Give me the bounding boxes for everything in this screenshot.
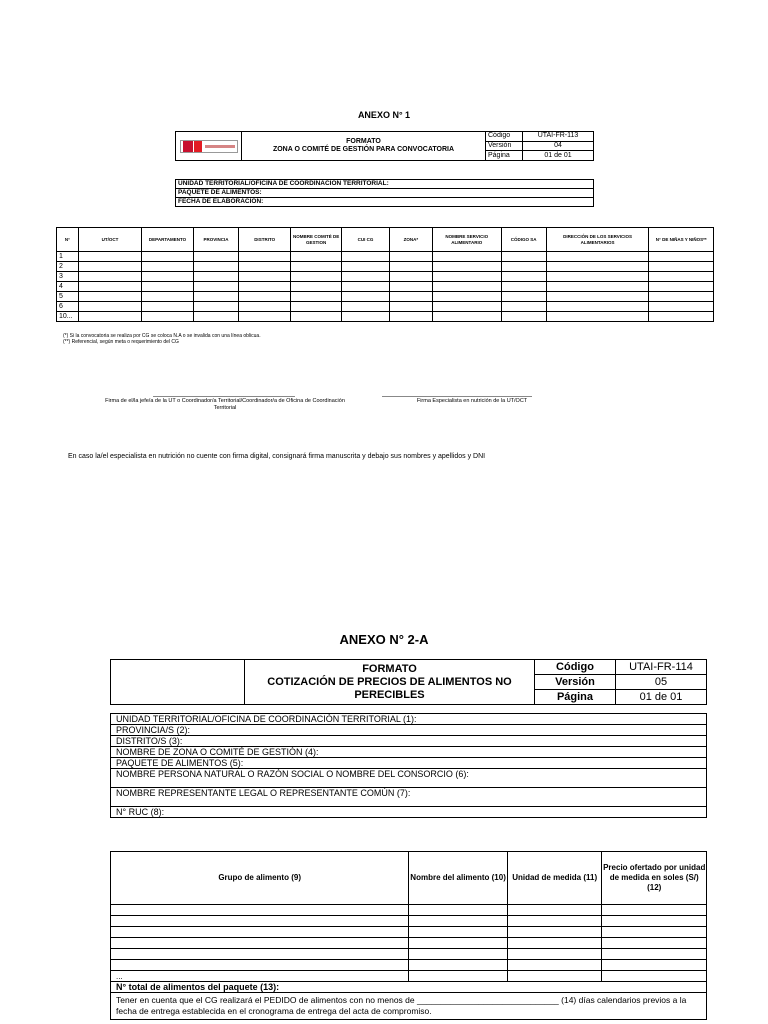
signature-label-right: Firma Especialista en nutrición de la UT/OCT <box>416 398 528 404</box>
table-cell[interactable] <box>501 272 546 282</box>
table-cell[interactable] <box>291 252 342 262</box>
row-number: 6 <box>57 302 79 312</box>
col-food-group: Grupo de alimento (9) <box>111 852 409 905</box>
code-value: UTAI-FR-113 <box>523 132 594 142</box>
total-row <box>111 982 707 993</box>
table-row <box>57 252 714 262</box>
table-cell[interactable] <box>389 312 432 322</box>
table-cell[interactable] <box>602 916 707 927</box>
table-cell[interactable] <box>193 272 238 282</box>
table-cell[interactable] <box>111 927 409 938</box>
col-department: DEPARTAMENTO <box>142 228 194 252</box>
table-cell[interactable] <box>239 312 291 322</box>
table-cell[interactable] <box>111 949 409 960</box>
version-label: Versión <box>535 675 616 690</box>
annex2-price-table <box>110 851 707 1020</box>
table-cell[interactable] <box>193 262 238 272</box>
page-label: Página <box>486 151 523 161</box>
table-cell[interactable] <box>239 262 291 272</box>
table-cell[interactable] <box>546 282 649 292</box>
info-field-supplier-name[interactable]: NOMBRE PERSONA NATURAL O RAZÓN SOCIAL O NOMBRE DEL CONSORCIO (6): <box>111 769 707 788</box>
total-foods-label: N° total de alimentos del paquete (13): <box>111 982 707 993</box>
table-cell[interactable] <box>193 292 238 302</box>
signature-line-right <box>382 396 532 397</box>
table-cell[interactable] <box>193 282 238 292</box>
table-cell[interactable] <box>78 262 141 272</box>
table-cell[interactable] <box>111 916 409 927</box>
table-cell[interactable] <box>432 292 501 302</box>
table-header-row <box>111 852 707 905</box>
table-cell[interactable] <box>409 938 508 949</box>
table-cell[interactable] <box>507 927 602 938</box>
table-cell[interactable] <box>649 302 714 312</box>
table-cell[interactable] <box>501 302 546 312</box>
page-value: 01 de 01 <box>523 151 594 161</box>
annex2-title: ANEXO N° 2-A <box>339 632 429 647</box>
table-cell[interactable] <box>649 312 714 322</box>
row-number: 10... <box>57 312 79 322</box>
annex1-committee-table <box>56 227 714 322</box>
table-cell[interactable] <box>78 302 141 312</box>
table-cell[interactable] <box>501 312 546 322</box>
table-cell[interactable] <box>501 262 546 272</box>
table-cell[interactable] <box>142 282 194 292</box>
table-cell[interactable] <box>342 252 390 262</box>
row-number: 3 <box>57 272 79 282</box>
signature-label-left: Firma de el/la jefe/a de la UT o Coordinador/a Territorial/Coordinador/a de Oficina de Coordinación Territorial <box>105 398 345 411</box>
table-cell[interactable] <box>291 282 342 292</box>
annex1-footnote: En caso la/el especialista en nutrición no cuente con firma digital, consignará firma manuscrita y debajo sus nombres y apellidos y DNI <box>68 453 486 460</box>
col-food-service-address: DIRECCIÓN DE LOS SERVICIOS ALIMENTARIOS <box>546 228 649 252</box>
table-cell[interactable] <box>291 272 342 282</box>
table-row <box>111 971 707 982</box>
table-cell[interactable] <box>142 272 194 282</box>
info-field-date[interactable]: FECHA DE ELABORACIÓN: <box>176 198 594 207</box>
table-cell[interactable] <box>389 302 432 312</box>
table-cell[interactable] <box>342 262 390 272</box>
table-cell[interactable] <box>507 960 602 971</box>
table-cell[interactable] <box>501 252 546 262</box>
col-children-count: N° DE NIÑAS Y NIÑOS** <box>649 228 714 252</box>
table-row <box>111 905 707 916</box>
table-cell[interactable] <box>602 905 707 916</box>
table-cell[interactable] <box>389 292 432 302</box>
table-cell[interactable] <box>602 927 707 938</box>
table-cell[interactable] <box>409 927 508 938</box>
col-cui-cg: CUI CG <box>342 228 390 252</box>
info-field-committee-name[interactable]: NOMBRE DE ZONA O COMITÉ DE GESTIÓN (4): <box>111 747 707 758</box>
table-cell[interactable] <box>649 262 714 272</box>
table-cell[interactable] <box>342 272 390 282</box>
table-cell[interactable] <box>507 905 602 916</box>
table-cell[interactable] <box>142 262 194 272</box>
table-cell[interactable] <box>78 252 141 262</box>
table-cell[interactable] <box>111 938 409 949</box>
table-cell[interactable] <box>507 938 602 949</box>
table-cell[interactable] <box>501 282 546 292</box>
code-value: UTAI-FR-114 <box>616 660 707 675</box>
annex2-info-table <box>110 713 707 818</box>
table-cell[interactable] <box>501 292 546 302</box>
table-cell[interactable] <box>389 272 432 282</box>
table-row <box>111 916 707 927</box>
table-row <box>57 312 714 322</box>
table-row <box>57 262 714 272</box>
col-zone: ZONA* <box>389 228 432 252</box>
table-cell[interactable] <box>432 302 501 312</box>
table-cell[interactable] <box>342 302 390 312</box>
table-cell[interactable] <box>342 312 390 322</box>
table-cell[interactable] <box>546 312 649 322</box>
table-cell[interactable] <box>342 292 390 302</box>
table-cell[interactable] <box>239 282 291 292</box>
table-cell[interactable] <box>409 960 508 971</box>
col-food-service-name: NOMBRE SERVICIO ALIMENTARIO <box>432 228 501 252</box>
col-district: DISTRITO <box>239 228 291 252</box>
annex2-format-title: FORMATO COTIZACIÓN DE PRECIOS DE ALIMENTOS NO PERECIBLES <box>245 660 535 705</box>
col-ut-oct: UT/OCT <box>78 228 141 252</box>
table-cell[interactable] <box>649 292 714 302</box>
table-cell[interactable] <box>78 292 141 302</box>
table-row <box>111 960 707 971</box>
annex2-header-table <box>110 659 707 705</box>
row-number: 4 <box>57 282 79 292</box>
table-cell[interactable] <box>389 252 432 262</box>
table-cell[interactable] <box>546 272 649 282</box>
table-row <box>111 938 707 949</box>
table-cell[interactable] <box>239 292 291 302</box>
annex1-format-title: FORMATO ZONA O COMITÉ DE GESTIÓN PARA CONVOCATORIA <box>242 132 486 161</box>
version-value: 04 <box>523 141 594 151</box>
ellipsis-cell: ... <box>111 971 409 982</box>
table-cell[interactable] <box>291 292 342 302</box>
table-cell[interactable] <box>409 916 508 927</box>
annex1-info-table <box>175 179 594 207</box>
code-label: Código <box>486 132 523 142</box>
table-cell[interactable] <box>239 252 291 262</box>
version-label: Versión <box>486 141 523 151</box>
table-cell[interactable] <box>432 282 501 292</box>
table-cell[interactable] <box>546 302 649 312</box>
table-cell[interactable] <box>546 292 649 302</box>
page-label: Página <box>535 690 616 705</box>
table-cell[interactable] <box>432 252 501 262</box>
info-field-districts[interactable]: DISTRITO/S (3): <box>111 736 707 747</box>
order-note: Tener en cuenta que el CG realizará el PEDIDO de alimentos con no menos de ______________________________ (14) días calendarios previos a la fecha de entrega establecida en el cronograma de entrega del acta de compromiso. <box>111 993 707 1020</box>
table-cell[interactable] <box>111 905 409 916</box>
table-cell[interactable] <box>602 938 707 949</box>
table-cell[interactable] <box>409 905 508 916</box>
col-food-name: Nombre del alimento (10) <box>409 852 508 905</box>
peru-ministry-logo-icon <box>180 140 238 153</box>
annex2-logo-cell <box>111 660 245 705</box>
table-cell[interactable] <box>111 960 409 971</box>
note-children: (**) Referencial, según meta o requerimiento del CG <box>63 339 179 345</box>
row-number: 5 <box>57 292 79 302</box>
note-row <box>111 993 707 1020</box>
info-field-legal-representative[interactable]: NOMBRE REPRESENTANTE LEGAL O REPRESENTANTE COMÚN (7): <box>111 788 707 807</box>
table-cell[interactable] <box>142 312 194 322</box>
table-cell[interactable] <box>142 292 194 302</box>
col-price: Precio ofertado por unidad de medida en soles (S/) (12) <box>602 852 707 905</box>
table-row <box>57 292 714 302</box>
table-cell[interactable] <box>409 949 508 960</box>
col-province: PROVINCIA <box>193 228 238 252</box>
table-cell[interactable] <box>291 312 342 322</box>
table-cell[interactable] <box>546 252 649 262</box>
col-committee-name: NOMBRE COMITÉ DE GESTION <box>291 228 342 252</box>
table-row <box>111 927 707 938</box>
table-cell[interactable] <box>239 302 291 312</box>
page-value: 01 de 01 <box>616 690 707 705</box>
note-zone: (*) Si la convocatoria se realiza por CG se coloca N.A o se invalida con una línea oblicua. <box>63 333 261 339</box>
info-field-territorial-unit[interactable]: UNIDAD TERRITORIAL/OFICINA DE COORDINACIÓN TERRITORIAL: <box>176 180 594 189</box>
table-cell[interactable] <box>142 252 194 262</box>
info-field-territorial-unit[interactable]: UNIDAD TERRITORIAL/OFICINA DE COORDINACIÓN TERRITORIAL (1): <box>111 714 707 725</box>
table-cell[interactable] <box>507 916 602 927</box>
table-cell[interactable] <box>432 312 501 322</box>
table-cell[interactable] <box>142 302 194 312</box>
table-header-row <box>57 228 714 252</box>
info-field-food-package[interactable]: PAQUETE DE ALIMENTOS: <box>176 189 594 198</box>
table-cell[interactable] <box>649 272 714 282</box>
table-cell[interactable] <box>291 262 342 272</box>
table-row <box>57 302 714 312</box>
info-field-ruc[interactable]: N° RUC (8): <box>111 807 707 818</box>
info-field-food-package[interactable]: PAQUETE DE ALIMENTOS (5): <box>111 758 707 769</box>
table-row <box>57 282 714 292</box>
table-cell[interactable] <box>649 252 714 262</box>
info-field-provinces[interactable]: PROVINCIA/S (2): <box>111 725 707 736</box>
row-number: 1 <box>57 252 79 262</box>
version-value: 05 <box>616 675 707 690</box>
col-number: N° <box>57 228 79 252</box>
table-cell[interactable] <box>602 960 707 971</box>
col-sa-code: CÓDIGO SA <box>501 228 546 252</box>
table-row <box>111 949 707 960</box>
table-cell[interactable] <box>193 252 238 262</box>
table-cell[interactable] <box>389 262 432 272</box>
signature-line-left <box>153 396 295 397</box>
annex1-notes <box>63 333 261 345</box>
code-label: Código <box>535 660 616 675</box>
table-cell[interactable] <box>546 262 649 272</box>
table-cell[interactable] <box>602 949 707 960</box>
table-cell[interactable] <box>193 302 238 312</box>
table-cell[interactable] <box>78 282 141 292</box>
table-cell[interactable] <box>239 272 291 282</box>
ministry-logo-cell <box>176 132 242 161</box>
table-cell[interactable] <box>507 949 602 960</box>
annex1-header-table <box>175 131 594 161</box>
table-cell[interactable] <box>649 282 714 292</box>
row-number: 2 <box>57 262 79 272</box>
table-cell[interactable] <box>432 272 501 282</box>
table-cell[interactable] <box>78 312 141 322</box>
annex1-title: ANEXO N° 1 <box>357 110 411 120</box>
table-cell[interactable] <box>291 302 342 312</box>
table-cell[interactable] <box>389 282 432 292</box>
table-cell[interactable] <box>193 312 238 322</box>
table-cell[interactable] <box>432 262 501 272</box>
table-cell[interactable] <box>78 272 141 282</box>
col-unit: Unidad de medida (11) <box>507 852 602 905</box>
table-row <box>57 272 714 282</box>
table-cell[interactable] <box>342 282 390 292</box>
